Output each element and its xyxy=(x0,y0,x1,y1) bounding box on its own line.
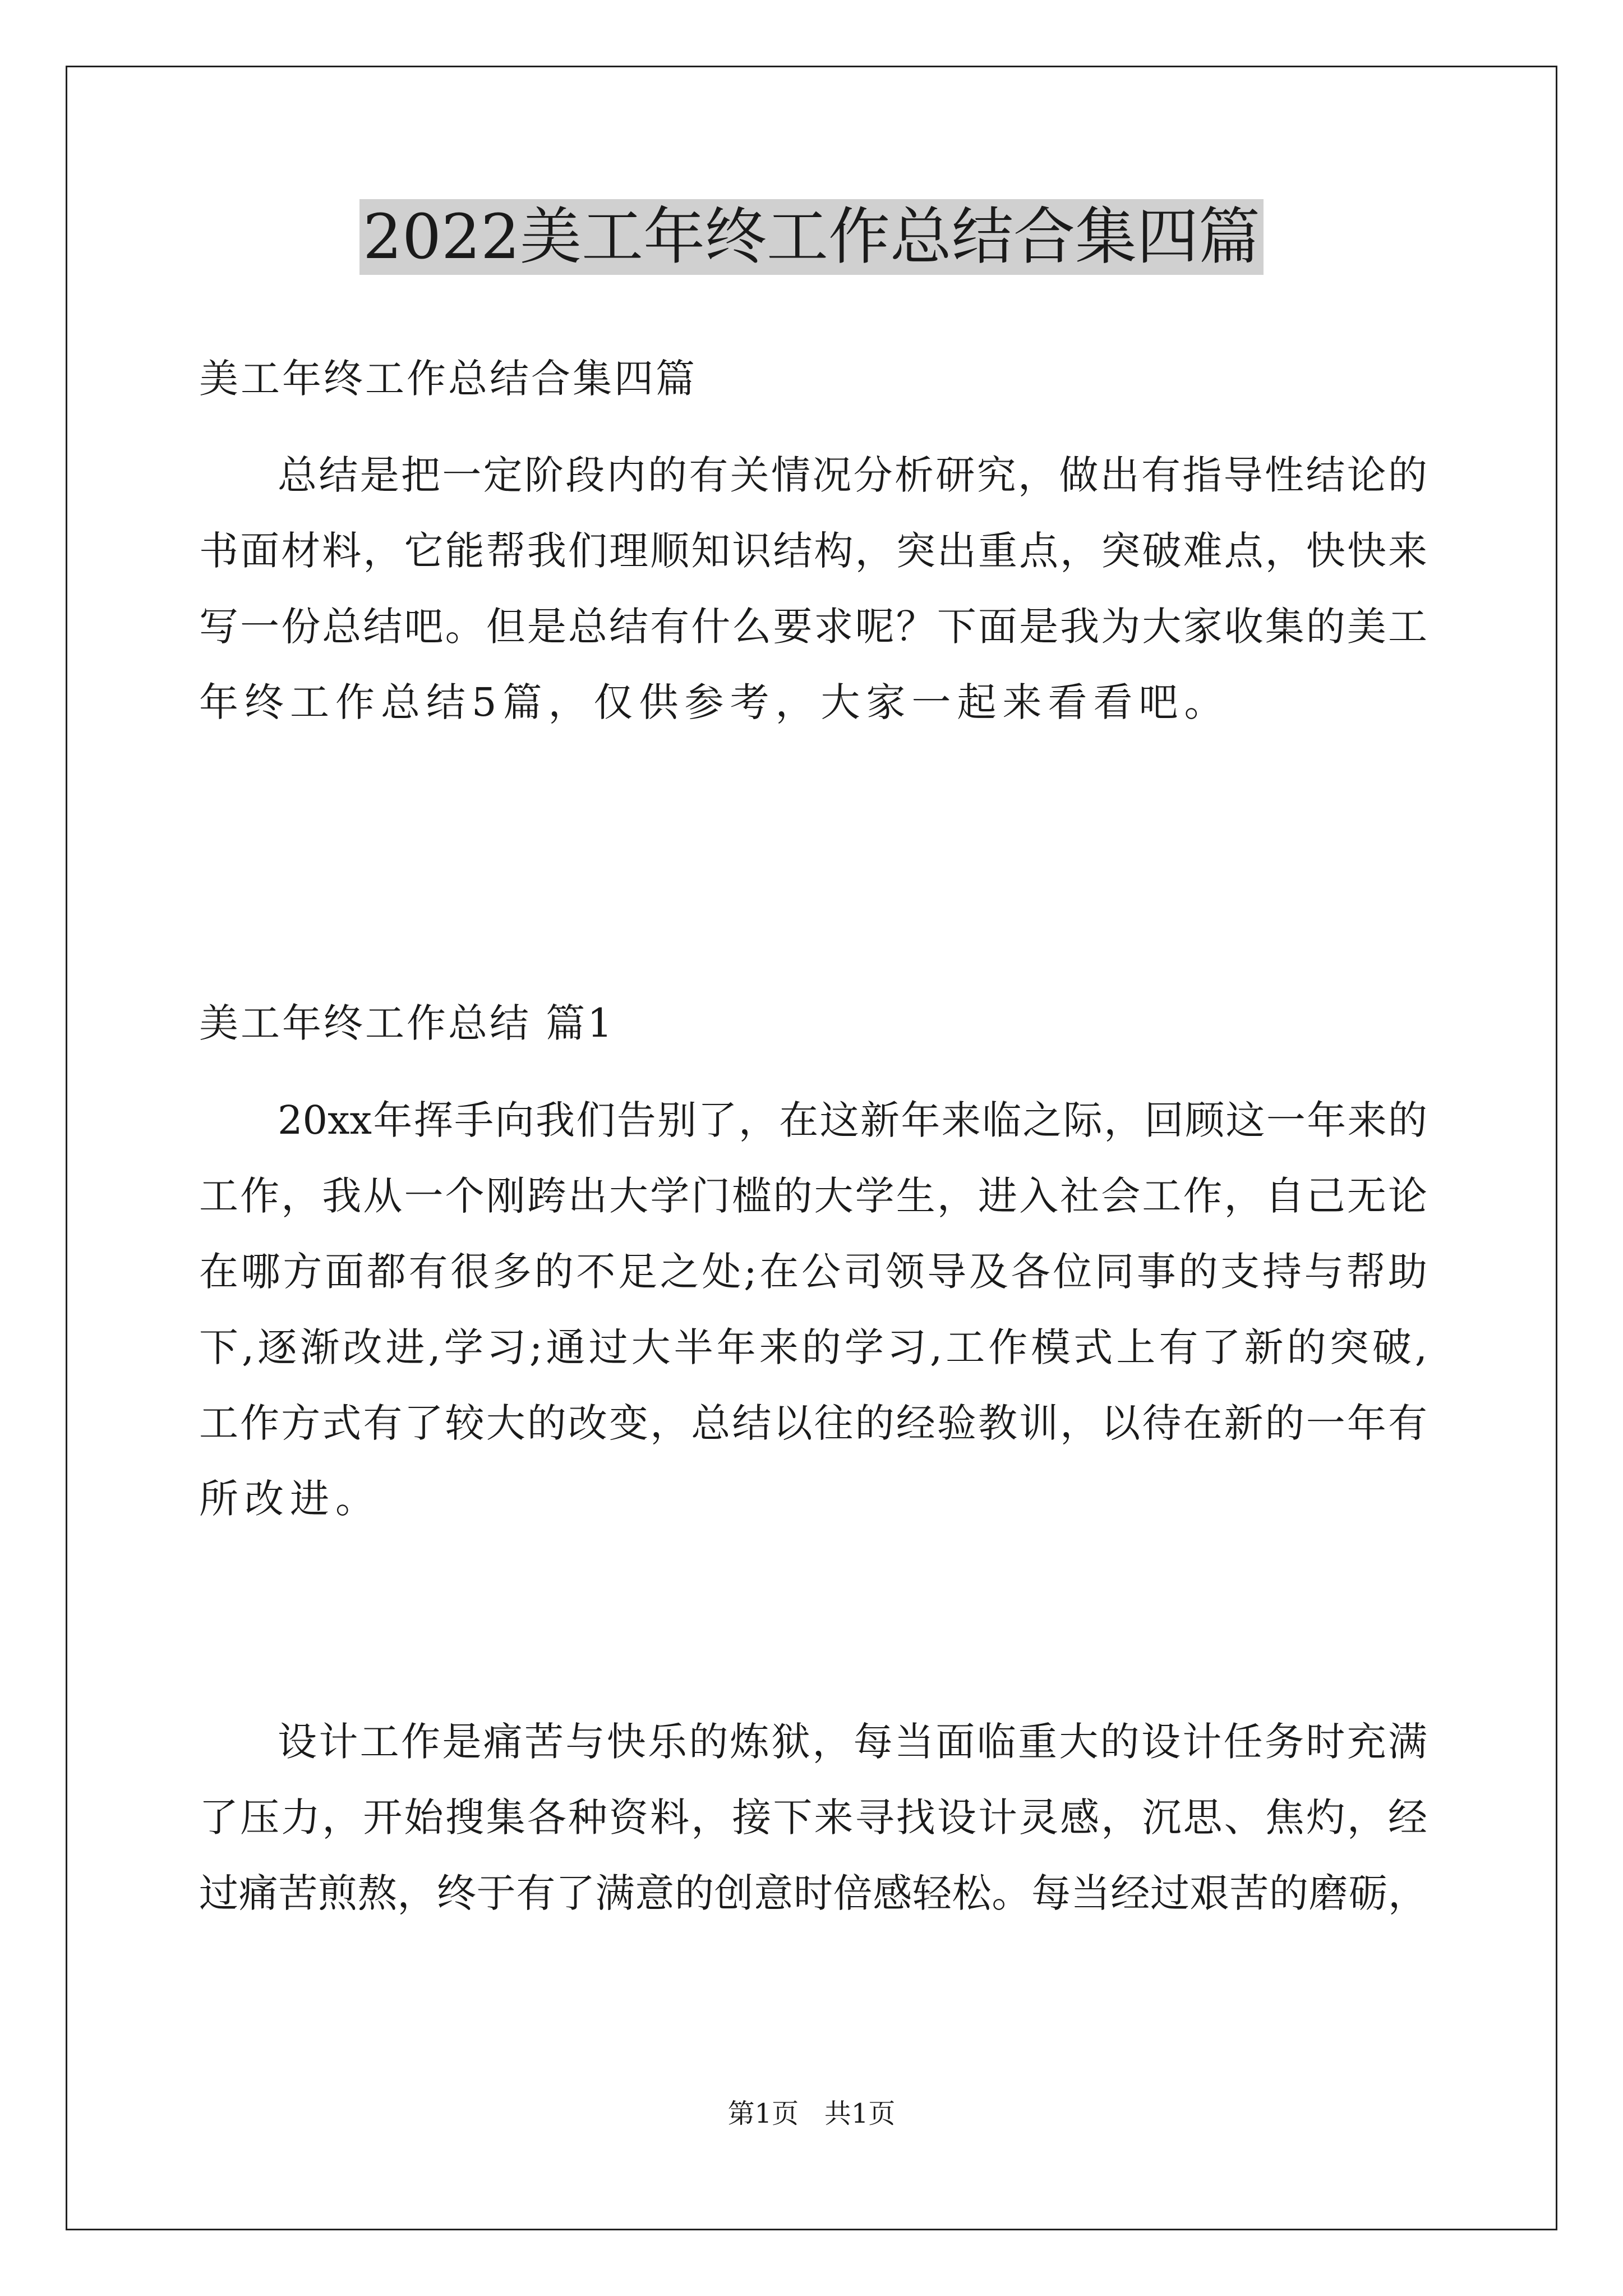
paragraph-line: 了压力，开始搜集各种资料，接下来寻找设计灵感，沉思、焦灼，经 xyxy=(199,1795,1427,1841)
section-heading: 美工年终工作总结 篇1 xyxy=(199,1000,615,1046)
paragraph-1 xyxy=(199,1083,1427,1537)
intro-line: 总结是把一定阶段内的有关情况分析研究，做出有指导性结论的 xyxy=(278,452,1427,498)
paragraph-line: 下,逐渐改进,学习;通过大半年来的学习,工作模式上有了新的突破, xyxy=(199,1324,1427,1370)
intro-line: 书面材料，它能帮我们理顺知识结构，突出重点，突破难点，快快来 xyxy=(199,528,1427,574)
paragraph-line: 在哪方面都有很多的不足之处;在公司领导及各位同事的支持与帮助 xyxy=(199,1249,1427,1295)
paragraph-2 xyxy=(199,1704,1427,1931)
paragraph-line: 设计工作是痛苦与快乐的炼狱，每当面临重大的设计任务时充满 xyxy=(278,1719,1427,1765)
document-subtitle: 美工年终工作总结合集四篇 xyxy=(199,356,697,402)
title-container xyxy=(0,199,1623,275)
section-heading-block xyxy=(199,986,1427,1061)
paragraph-line: 工作方式有了较大的改变，总结以往的经验教训，以待在新的一年有 xyxy=(199,1400,1427,1446)
intro-line: 写一份总结吧。但是总结有什么要求呢？下面是我为大家收集的美工 xyxy=(199,604,1427,650)
paragraph-line: 20xx年挥手向我们告别了，在这新年来临之际，回顾这一年来的 xyxy=(278,1097,1427,1143)
paragraph-line: 所改进。 xyxy=(199,1476,381,1522)
intro-line: 年终工作总结5篇，仅供参考，大家一起来看看吧。 xyxy=(199,679,1230,725)
subtitle-block xyxy=(199,341,1427,417)
paragraph-line: 工作，我从一个刚跨出大学门槛的大学生，进入社会工作，自己无论 xyxy=(199,1173,1427,1219)
document-title: 2022美工年终工作总结合集四篇 xyxy=(359,199,1264,275)
page-footer: 第1页 共1页 xyxy=(727,2098,896,2129)
paragraph-line: 过痛苦煎熬，终于有了满意的创意时倍感轻松。每当经过艰苦的磨砺， xyxy=(199,1870,1427,1916)
intro-paragraph xyxy=(199,438,1427,740)
